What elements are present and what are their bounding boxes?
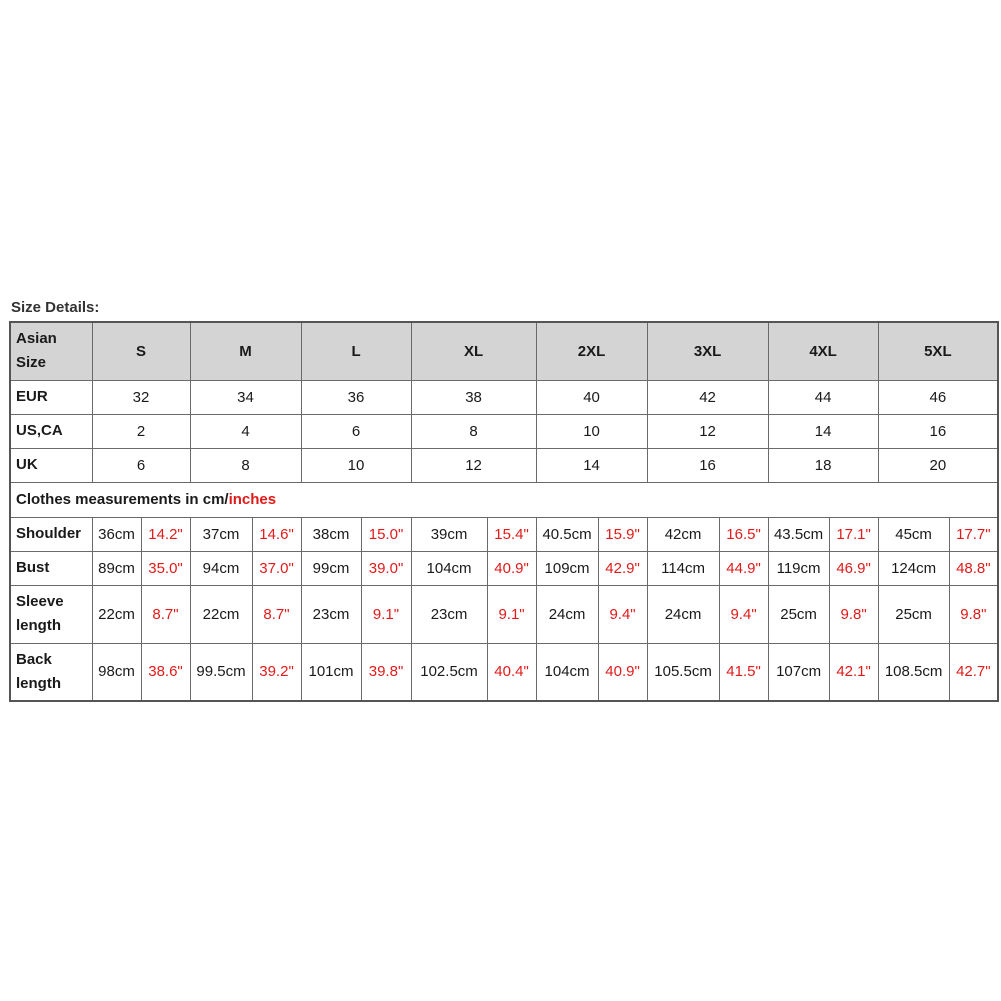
conversion-cell: 42 (647, 380, 768, 414)
inch-cell: 14.6" (252, 517, 301, 551)
conversion-cell: 20 (878, 448, 998, 482)
inch-cell: 16.5" (719, 517, 768, 551)
size-header-m: M (190, 322, 301, 380)
inch-cell: 17.7" (949, 517, 998, 551)
size-chart-table (9, 321, 999, 702)
cm-cell: 99.5cm (190, 643, 252, 701)
conversion-cell: 4 (190, 414, 301, 448)
conversion-cell: 34 (190, 380, 301, 414)
cm-cell: 108.5cm (878, 643, 949, 701)
inch-cell: 48.8" (949, 551, 998, 585)
cm-cell: 24cm (647, 585, 719, 643)
cm-cell: 124cm (878, 551, 949, 585)
cm-cell: 43.5cm (768, 517, 829, 551)
conversion-cell: 16 (647, 448, 768, 482)
cm-cell: 37cm (190, 517, 252, 551)
measurements-heading (10, 482, 998, 517)
conversion-cell: 44 (768, 380, 878, 414)
cm-cell: 25cm (768, 585, 829, 643)
cm-cell: 40.5cm (536, 517, 598, 551)
row-label: Bust (10, 551, 92, 585)
cm-cell: 89cm (92, 551, 141, 585)
cm-cell: 119cm (768, 551, 829, 585)
cm-cell: 23cm (301, 585, 361, 643)
cm-cell: 98cm (92, 643, 141, 701)
conversion-cell: 6 (92, 448, 190, 482)
measurement-row-shoulder (10, 517, 998, 551)
cm-cell: 36cm (92, 517, 141, 551)
inch-cell: 40.4" (487, 643, 536, 701)
inch-cell: 42.1" (829, 643, 878, 701)
conversion-cell: 8 (411, 414, 536, 448)
conversion-row-us-ca (10, 414, 998, 448)
inch-cell: 15.9" (598, 517, 647, 551)
row-label: Sleeve length (10, 585, 92, 643)
cm-cell: 24cm (536, 585, 598, 643)
inch-cell: 14.2" (141, 517, 190, 551)
header-row (10, 322, 998, 380)
section-row (10, 482, 998, 517)
inch-cell: 9.1" (487, 585, 536, 643)
inch-cell: 46.9" (829, 551, 878, 585)
row-label: Shoulder (10, 517, 92, 551)
cm-cell: 104cm (411, 551, 487, 585)
cm-cell: 22cm (92, 585, 141, 643)
measurement-row-sleeve-length (10, 585, 998, 643)
conversion-cell: 36 (301, 380, 411, 414)
row-label: EUR (10, 380, 92, 414)
conversion-cell: 16 (878, 414, 998, 448)
size-header-xl: XL (411, 322, 536, 380)
cm-cell: 104cm (536, 643, 598, 701)
conversion-cell: 38 (411, 380, 536, 414)
size-header-5xl: 5XL (878, 322, 998, 380)
conversion-row-eur (10, 380, 998, 414)
size-header-l: L (301, 322, 411, 380)
inch-cell: 15.4" (487, 517, 536, 551)
size-details-title: Size Details: (11, 299, 100, 316)
inch-cell: 44.9" (719, 551, 768, 585)
inch-cell: 38.6" (141, 643, 190, 701)
measurements-heading-highlight: inches (228, 491, 277, 508)
row-label: Back length (10, 643, 92, 701)
size-header-s: S (92, 322, 190, 380)
inch-cell: 39.8" (361, 643, 411, 701)
inch-cell: 40.9" (487, 551, 536, 585)
cm-cell: 39cm (411, 517, 487, 551)
inch-cell: 41.5" (719, 643, 768, 701)
inch-cell: 17.1" (829, 517, 878, 551)
size-header-3xl: 3XL (647, 322, 768, 380)
conversion-cell: 14 (768, 414, 878, 448)
cm-cell: 22cm (190, 585, 252, 643)
conversion-cell: 46 (878, 380, 998, 414)
cm-cell: 114cm (647, 551, 719, 585)
conversion-cell: 18 (768, 448, 878, 482)
inch-cell: 37.0" (252, 551, 301, 585)
inch-cell: 9.4" (719, 585, 768, 643)
inch-cell: 39.0" (361, 551, 411, 585)
cm-cell: 25cm (878, 585, 949, 643)
cm-cell: 38cm (301, 517, 361, 551)
cm-cell: 105.5cm (647, 643, 719, 701)
conversion-cell: 8 (190, 448, 301, 482)
cm-cell: 107cm (768, 643, 829, 701)
inch-cell: 9.4" (598, 585, 647, 643)
cm-cell: 42cm (647, 517, 719, 551)
inch-cell: 9.1" (361, 585, 411, 643)
inch-cell: 42.7" (949, 643, 998, 701)
conversion-cell: 32 (92, 380, 190, 414)
inch-cell: 42.9" (598, 551, 647, 585)
size-header-4xl: 4XL (768, 322, 878, 380)
inch-cell: 15.0" (361, 517, 411, 551)
inch-cell: 9.8" (829, 585, 878, 643)
cm-cell: 23cm (411, 585, 487, 643)
inch-cell: 8.7" (252, 585, 301, 643)
cm-cell: 99cm (301, 551, 361, 585)
row-label: US,CA (10, 414, 92, 448)
cm-cell: 101cm (301, 643, 361, 701)
row-label: UK (10, 448, 92, 482)
conversion-cell: 40 (536, 380, 647, 414)
conversion-cell: 2 (92, 414, 190, 448)
conversion-cell: 6 (301, 414, 411, 448)
conversion-cell: 14 (536, 448, 647, 482)
conversion-row-uk (10, 448, 998, 482)
conversion-cell: 10 (536, 414, 647, 448)
measurements-heading-text: Clothes measurements in cm/ (16, 491, 229, 508)
size-header-2xl: 2XL (536, 322, 647, 380)
cm-cell: 94cm (190, 551, 252, 585)
measurement-row-bust (10, 551, 998, 585)
cm-cell: 102.5cm (411, 643, 487, 701)
inch-cell: 35.0" (141, 551, 190, 585)
conversion-cell: 12 (647, 414, 768, 448)
inch-cell: 40.9" (598, 643, 647, 701)
inch-cell: 9.8" (949, 585, 998, 643)
header-label: Asian Size (10, 322, 92, 380)
measurement-row-back-length (10, 643, 998, 701)
cm-cell: 45cm (878, 517, 949, 551)
inch-cell: 8.7" (141, 585, 190, 643)
conversion-cell: 12 (411, 448, 536, 482)
conversion-cell: 10 (301, 448, 411, 482)
cm-cell: 109cm (536, 551, 598, 585)
inch-cell: 39.2" (252, 643, 301, 701)
